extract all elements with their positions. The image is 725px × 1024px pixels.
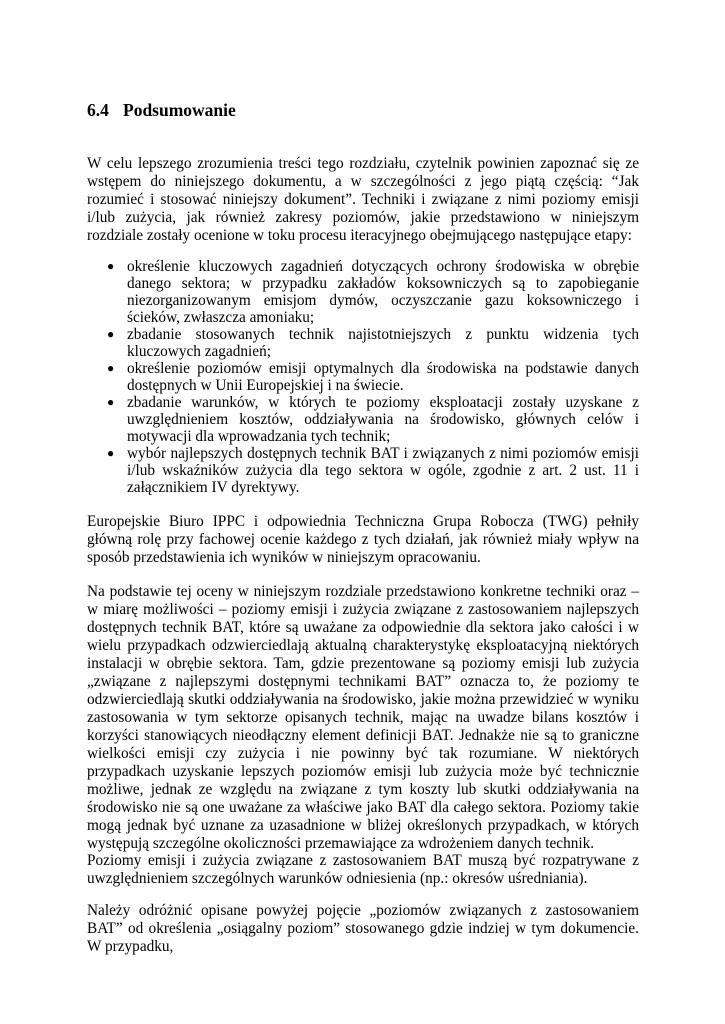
list-item [87,326,639,360]
bullet-icon: ● [107,327,115,341]
list-item [87,360,639,394]
list-item-text: zbadanie stosowanych technik najistotniejszych z punktu widzenia tych kluczowych zagadnień; [127,326,639,360]
poziomy-paragraph: Poziomy emisji i zużycia związane z zastosowaniem BAT muszą być rozpatrywane z uwzględnieniem szczególnych warunków odniesienia (np.: okresów uśredniania). [87,852,639,887]
ocena-paragraph: Na podstawie tej oceny w niniejszym rozdziale przedstawiono konkretne techniki oraz – w miarę możliwości – poziomy emisji i zużycia związane z zastosowaniem najlepszych dostępnych technik BAT, które są uważane za odpowiednie dla sektora jako całości i w wielu przypadkach odzwierciedlają aktualną charakterystykę eksploatacyjną niektórych instalacji w obrębie sektora. Tam, gdzie prezentowane są poziomy emisji lub zużycia „związane z najlepszymi dostępnymi technikami BAT” oznacza to, że poziomy te odzwierciedlają skutki oddziaływania na środowisko, jakie można przewidzieć w wyniku zastosowania w tym sektorze opisanych technik, mając na uwadze bilans kosztów i korzyści stanowiących nieodłączny element definicji BAT. Jednakże nie są to graniczne wielkości emisji czy zużycia i nie powinny być tak rozumiane. W niektórych przypadkach uzyskanie lepszych poziomów emisji lub zużycia może być technicznie możliwe, jednak ze względu na związane z tym koszty lub skutki oddziaływania na środowisko nie są one uważane za właściwe jako BAT dla całego sektora. Poziomy takie mogą jednak być uznane za uzasadnione w bliżej określonych przypadkach, w których występują szczególne okoliczności przemawiające za wdrożeniem danych technik. [87,583,639,852]
bullet-icon: ● [107,361,115,375]
list-item [87,445,639,496]
list-item-text: określenie kluczowych zagadnień dotyczących ochrony środowiska w obrębie danego sektora; w przypadku zakładów koksowniczych są to zapobieganie niezorganizowanym emisjom dymów, oczyszczanie gazu koksowniczego i ścieków, zwłaszcza amoniaku; [127,258,639,326]
intro-paragraph: W celu lepszego zrozumienia treści tego rozdziału, czytelnik powinien zapoznać się ze wstępem do niniejszego dokumentu, a w szczególności z jego piątą częścią: “Jak rozumieć i stosować niniejszy dokument”. Techniki i związane z nimi poziomy emisji i/lub zużycia, jak również zakresy poziomów, jakie przedstawiono w niniejszym rozdziale zostały ocenione w toku procesu iteracyjnego obejmującego następujące etapy: [87,155,639,244]
bullet-icon: ● [107,446,115,460]
list-item-text: określenie poziomów emisji optymalnych dla środowiska na podstawie danych dostępnych w Unii Europejskiej i na świecie. [127,360,639,394]
list-item-text: zbadanie warunków, w których te poziomy eksploatacji zostały uzyskane z uwzględnieniem kosztów, oddziaływania na środowisko, głównych celów i motywacji dla wprowadzania tych technik; [127,394,639,445]
bullet-icon: ● [107,259,115,273]
process-steps-list [87,258,639,496]
list-item-text: wybór najlepszych dostępnych technik BAT i związanych z nimi poziomów emisji i/lub wskaźników zużycia dla tego sektora w ogóle, zgodnie z art. 2 ust. 11 i załącznikiem IV dyrektywy. [127,445,639,496]
section-title: Podsumowanie [123,100,236,120]
section-number: 6.4 [87,100,109,120]
bullet-icon: ● [107,395,115,409]
nalezy-paragraph: Należy odróżnić opisane powyżej pojęcie „poziomów związanych z zastosowaniem BAT” od określenia „osiągalny poziom” stosowanego gdzie indziej w tym dokumencie. W przypadku, [87,902,639,955]
section-heading [87,100,236,121]
biuro-paragraph: Europejskie Biuro IPPC i odpowiednia Techniczna Grupa Robocza (TWG) pełniły główną rolę przy fachowej ocenie każdego z tych działań, jak również miały wpływ na sposób przedstawienia ich wyników w niniejszym opracowaniu. [87,513,639,566]
list-item [87,394,639,445]
list-item [87,258,639,326]
